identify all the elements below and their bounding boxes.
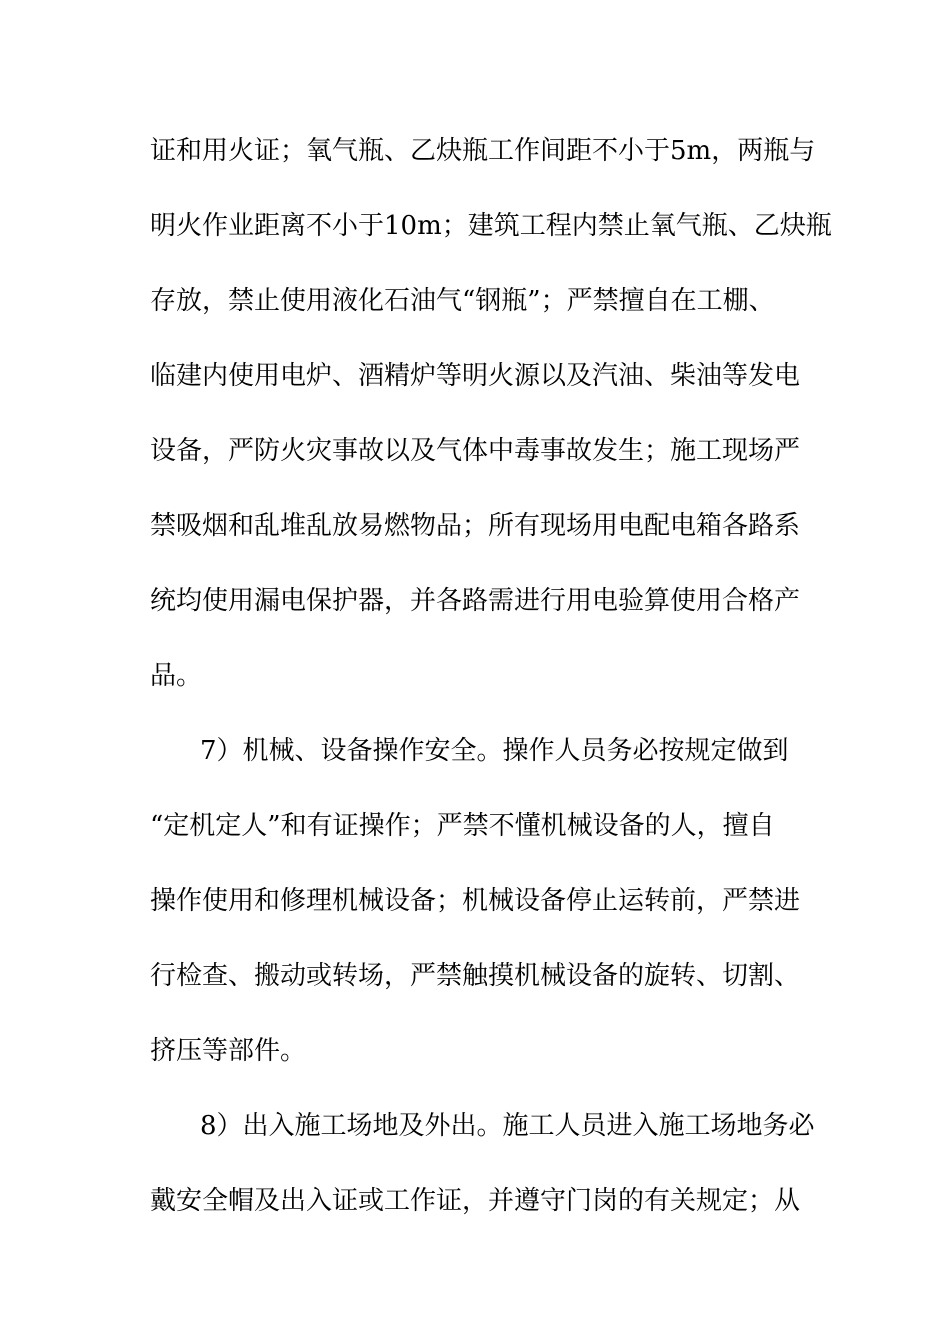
text-line: 行检查、搬动或转场，严禁触摸机械设备的旋转、切割、 — [150, 961, 801, 991]
text-line: 证和用火证；氧气瓶、乙炔瓶工作间距不小于5m，两瓶与 — [150, 136, 816, 166]
paragraph-8-start: 8）出入施工场地及外出。施工人员进入施工场地务必 — [200, 1111, 815, 1141]
text-line: 明火作业距离不小于10m；建筑工程内禁止氧气瓶、乙炔瓶 — [150, 211, 832, 241]
text-line: “定机定人”和有证操作；严禁不懂机械设备的人，擅自 — [150, 811, 775, 841]
paragraph-7-start: 7）机械、设备操作安全。操作人员务必按规定做到 — [200, 736, 789, 766]
text-line: 统均使用漏电保护器，并各路需进行用电验算使用合格产 — [150, 586, 801, 616]
text-line: 设备，严防火灾事故以及气体中毒事故发生；施工现场严 — [150, 436, 801, 466]
text-line: 品。 — [150, 661, 203, 691]
text-line: 临建内使用电炉、酒精炉等明火源以及汽油、柴油等发电 — [150, 361, 801, 391]
text-line: 操作使用和修理机械设备；机械设备停止运转前，严禁进 — [150, 886, 801, 916]
text-line: 存放，禁止使用液化石油气“钢瓶”；严禁擅自在工棚、 — [150, 286, 775, 316]
text-line: 禁吸烟和乱堆乱放易燃物品；所有现场用电配电箱各路系 — [150, 511, 801, 541]
text-line: 挤压等部件。 — [150, 1036, 307, 1066]
text-line: 戴安全帽及出入证或工作证，并遵守门岗的有关规定；从 — [150, 1186, 801, 1216]
